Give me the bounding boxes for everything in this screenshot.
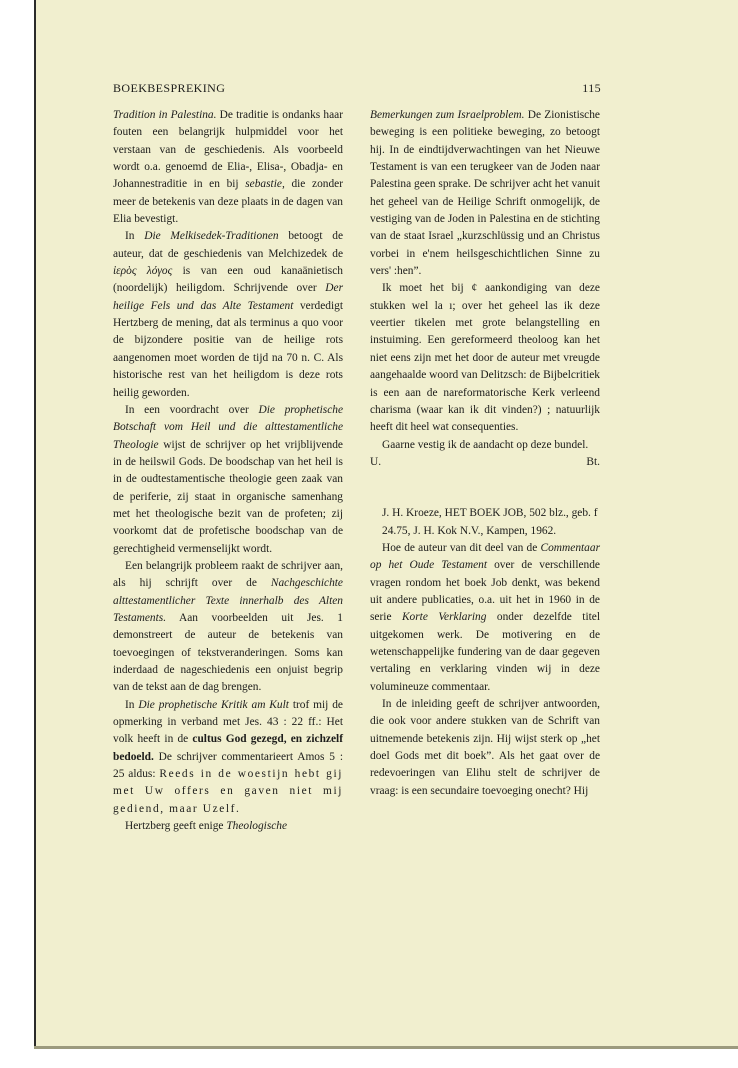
text: Een belangrijk probleem raakt de schrijver aan, als hij schrijft over de bbox=[113, 559, 343, 590]
paragraph bbox=[113, 818, 343, 835]
text: De schrijver commentarieert Amos 5 : 25 aldus: bbox=[113, 750, 343, 781]
text: betoogt de auteur, dat de geschiedenis van Melchizedek de bbox=[113, 230, 343, 260]
text: Hoe de auteur van dit deel van de bbox=[382, 541, 541, 554]
text: trof mij de opmerking in verband met Jes. 43 : 22 ff.: Het volk heeft in de bbox=[113, 698, 343, 746]
italic-title: Nachgeschichte alttestamentlicher Texte innerhalb des Alten Testaments. bbox=[113, 577, 343, 624]
italic-title: Die prophetische Botschaft vom Heil und die alttestamentliche Theologie bbox=[113, 403, 343, 451]
paragraph bbox=[370, 540, 600, 696]
signature-left: U. bbox=[370, 455, 382, 468]
paragraph bbox=[113, 558, 343, 697]
paragraph: Gaarne vestig ik de aandacht op deze bundel. bbox=[382, 438, 589, 451]
paragraph: In de inleiding geeft de schrijver antwoorden, die ook voor andere stukken van de Schrift van uitnemende betekenis zijn. Hij wijst sterk op „het doel Gods met dit boek”. Als het gaat over de redevoeringen van Elihu stelt de schrijver de vraag: is een secundaire toevoeging onecht? Hij bbox=[370, 698, 600, 797]
paragraph bbox=[113, 402, 343, 558]
signature-line bbox=[370, 454, 600, 471]
spaced-quote: Reeds in de woestijn hebt gij met Uw offers en gaven niet mij gediend, maar Uzelf. bbox=[113, 768, 343, 815]
italic-title: Der heilige Fels und das Alte Testament bbox=[113, 282, 343, 312]
page-number: 115 bbox=[582, 81, 601, 95]
text: wijst de schrijver op het vrijblijvende in de heilswil Gods. De boodschap van het heil is in de oudtestamentische theologie geen zaak van de periferie, zij staat in organische samenhang met het theologische bezit van de profeten; zij voorkomt dat de profetische boodschap van de gerechtigheid vermenselijkt wordt. bbox=[113, 438, 343, 555]
italic-title: Tradition in Palestina. bbox=[113, 109, 217, 121]
text: onder dezelfde titel uitgekomen werk. De motivering en de wetenschappelijke fundering van de daar gegeven vertaling en verklaring vinden wij in deze volumineuze commentaar. bbox=[370, 611, 600, 693]
text: die zonder meer de betekenis van deze plaats in de dagen van Elia bevestigt. bbox=[113, 178, 343, 226]
paragraph bbox=[113, 107, 343, 228]
text: De Zionistische beweging is een politieke beweging, zo betoogt hij. In de eindtijdverwachtingen van het Nieuwe Testament is van een terugkeer van de Joden naar Palestina geen sprake. De schrijver acht het vanuit het geheel van de Heilige Schrift onmogelijk, de vestiging van de Joden in Palestina en de stichting van de staat Israel „kurzschlüssig und an Christus vorbei in e'nem heilsgeschichtlichen Sinne zu vers' :hen”. bbox=[370, 109, 600, 278]
italic-title: Theologische bbox=[226, 820, 288, 833]
paragraph: Ik moet het bij ¢ aankondiging van deze stukken wel la ı; over het geheel las ik deze veertier tikelen met grote belangstelling en instuiming. Een gereformeerd theoloog kan het niet eens zijn met het door de auteur met vreugde aangehaalde woord van Delitzsch: de Bijbelcritiek is een aan de nareformatorische Kerk verleend charisma (waar kan ik dit vinden?) ; natuurlijk heeft dit heel wat consequenties. bbox=[370, 282, 600, 434]
paragraph bbox=[113, 228, 343, 401]
text: In bbox=[125, 698, 139, 711]
bold-phrase: cultus God gezegd, en zichzelf bedoeld. bbox=[113, 733, 343, 763]
greek-phrase: ἱερὸς λόγος bbox=[113, 265, 173, 278]
text: is van een oud kanaänietisch (noordelijk) heiligdom. Schrijvende over bbox=[113, 265, 343, 295]
italic-title: Die prophetische Kritik am Kult bbox=[138, 698, 289, 711]
running-head bbox=[113, 81, 601, 99]
text: verdedigt Hertzberg de mening, dat als terminus a quo voor de bijzondere positie van de heilige rots aangenomen moet worden de tijd na 70 n. C. Als historische rest van het heiligdom is deze rots heilig geworden. bbox=[113, 299, 343, 399]
italic-word: sebastie, bbox=[245, 178, 285, 191]
signature-right: Bt. bbox=[586, 455, 600, 468]
text: De traditie is ondanks haar fouten een belangrijk hulpmiddel voor het verstaan van de geschiedenis. Als voorbeeld wordt o.a. genoemd de Elia-, Elisa-, Obadja- en Johannestraditie in en bij bbox=[113, 109, 343, 191]
text: over de verschillende vragen rondom het boek Job denkt, was bekend uit andere publicaties, o.a. uit het in 1960 in de serie bbox=[370, 559, 600, 624]
text: Aan voorbeelden uit Jes. 1 demonstreert de auteur de betekenis van toevoegingen of tekstveranderingen. Soms kan inderdaad de nageschiedenis een onjuist begrip van de tekst aan de dag brengen. bbox=[113, 611, 343, 694]
review-heading: J. H. Kroeze, HET BOEK JOB, 502 blz., geb. f 24.75, J. H. Kok N.V., Kampen, 1962. bbox=[382, 507, 598, 537]
italic-title: Commentaar op het Oude Testament bbox=[370, 541, 600, 572]
italic-title: Bemerkungen zum Israelproblem. bbox=[370, 109, 525, 121]
italic-title: Die Melkisedek-Traditionen bbox=[144, 230, 279, 243]
text: Hertzberg geeft enige bbox=[125, 820, 227, 833]
running-head-title: BOEKBESPREKING bbox=[113, 81, 226, 95]
left-column bbox=[113, 107, 343, 835]
italic-title: Korte Verklaring bbox=[401, 611, 487, 624]
right-column bbox=[370, 107, 600, 800]
text: In een voordracht over bbox=[125, 403, 259, 416]
paragraph bbox=[370, 107, 600, 280]
page-bottom-rule bbox=[34, 1046, 738, 1049]
text: In bbox=[125, 230, 145, 243]
paragraph bbox=[113, 697, 343, 818]
